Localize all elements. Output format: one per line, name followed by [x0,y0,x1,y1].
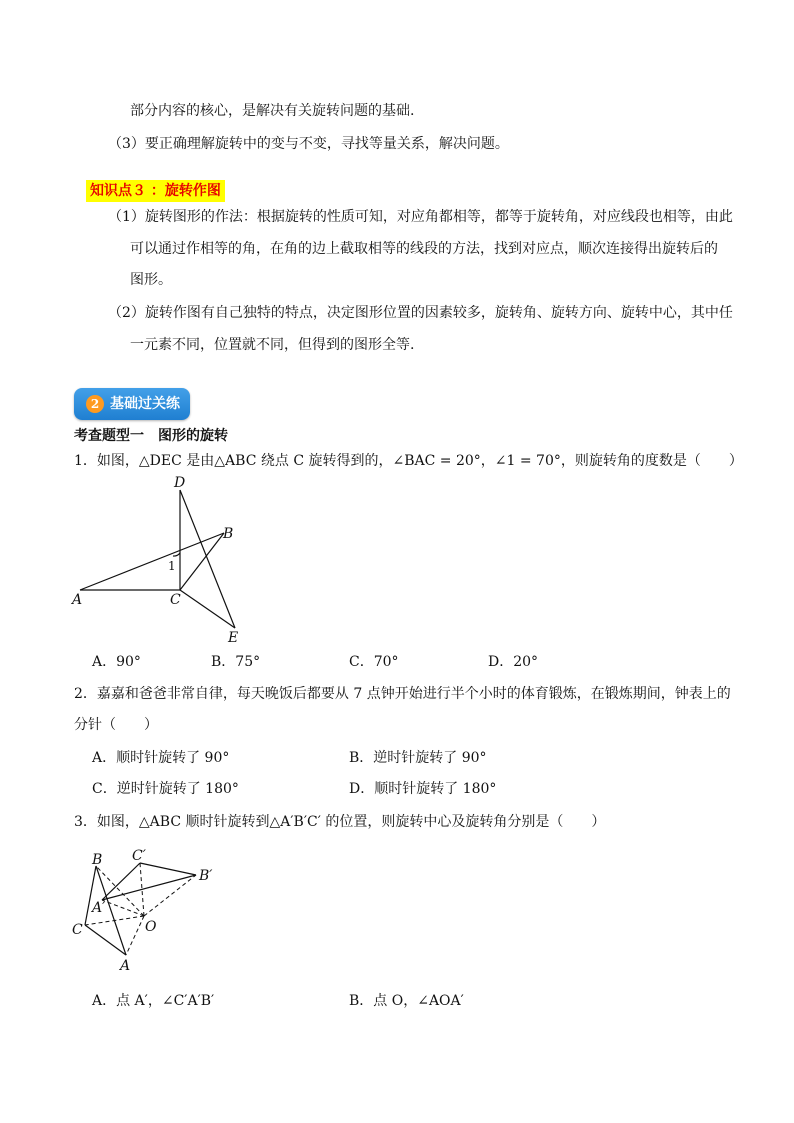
section-badge-label: 基础过关练 [110,396,180,412]
q2-option-d[interactable]: D．顺时针旋转了 180° [349,781,497,797]
segment-CA [85,925,126,955]
q1-option-c[interactable]: C．70° [349,654,399,670]
dash-OB1 [144,875,196,916]
q1-option-a[interactable]: A．90° [92,654,141,670]
q1-label-A: A [72,592,83,608]
q3-label-B: B [92,852,103,868]
q1-label-D: D [174,475,186,491]
segment-BC [85,866,96,925]
knowledge-point-title: 知识点３ ：旋转作图 [86,180,225,202]
q3-option-a[interactable]: A．点 A′，∠C′A′B′ [92,993,215,1009]
q3-label-B1: B′ [199,868,213,884]
q2-option-c[interactable]: C．逆时针旋转了 180° [92,781,239,797]
q3-label-O: O [145,919,157,935]
segment-A1B1 [102,875,196,900]
section-badge-number: 2 [86,395,104,413]
knowledge-p2-line-1: （2）旋转作图有自己独特的特点，决定图形位置的因素较多，旋转角、旋转方向、旋转中心，其中任 [108,305,733,321]
dash-OA [126,916,144,955]
dash-OA1 [102,900,144,916]
q1-option-b[interactable]: B．75° [211,654,261,670]
knowledge-p2-line-2: 一元素不同，位置就不同，但得到的图形全等. [130,337,415,353]
q2-option-b[interactable]: B．逆时针旋转了 90° [349,750,487,766]
q2-option-a[interactable]: A．顺时针旋转了 90° [92,750,230,766]
intro-line-1: 部分内容的核心，是解决有关旋转问题的基础. [130,103,415,119]
q2-stem-line-1: 2．嘉嘉和爸爸非常自律，每天晚饭后都要从 7 点钟开始进行半个小时的体育锻炼，在锻炼期间，钟表上的 [74,686,731,702]
dash-OC [85,916,144,925]
intro-line-2: （3）要正确理解旋转中的变与不变，寻找等量关系，解决问题。 [108,136,509,152]
q3-stem: 3．如图，△ABC 顺时针旋转到△A′B′C′ 的位置，则旋转中心及旋转角分别是（ ） [74,814,606,830]
q3-label-A1: A′ [92,900,106,916]
q1-label-C: C [170,592,181,608]
q3-label-C: C [72,922,83,938]
segment-C1B1 [140,863,196,875]
knowledge-p1-line-2: 可以通过作相等的角，在角的边上截取相等的线段的方法，找到对应点，顺次连接得出旋转后的 [130,241,718,257]
knowledge-p1-line-1: （1）旋转图形的作法：根据旋转的性质可知，对应角都相等，都等于旋转角，对应线段也相等，由此 [108,209,733,225]
q1-label-1: 1 [168,559,176,573]
q2-stem-line-2: 分针（ ） [74,717,158,733]
q1-label-E: E [228,630,239,646]
q3-option-b[interactable]: B．点 O，∠AOA′ [349,993,464,1009]
q3-label-C1: C′ [132,848,146,864]
q1-label-B: B [223,526,234,542]
q1-stem: 1．如图，△DEC 是由△ABC 绕点 C 旋转得到的，∠BAC = 20°，∠1 = 70°，则旋转角的度数是（ ） [74,453,743,469]
q3-label-A: A [120,958,131,974]
q1-option-d[interactable]: D．20° [488,654,539,670]
knowledge-p1-line-3: 图形。 [130,272,172,288]
question-type-heading: 考查题型一 图形的旋转 [74,428,228,444]
